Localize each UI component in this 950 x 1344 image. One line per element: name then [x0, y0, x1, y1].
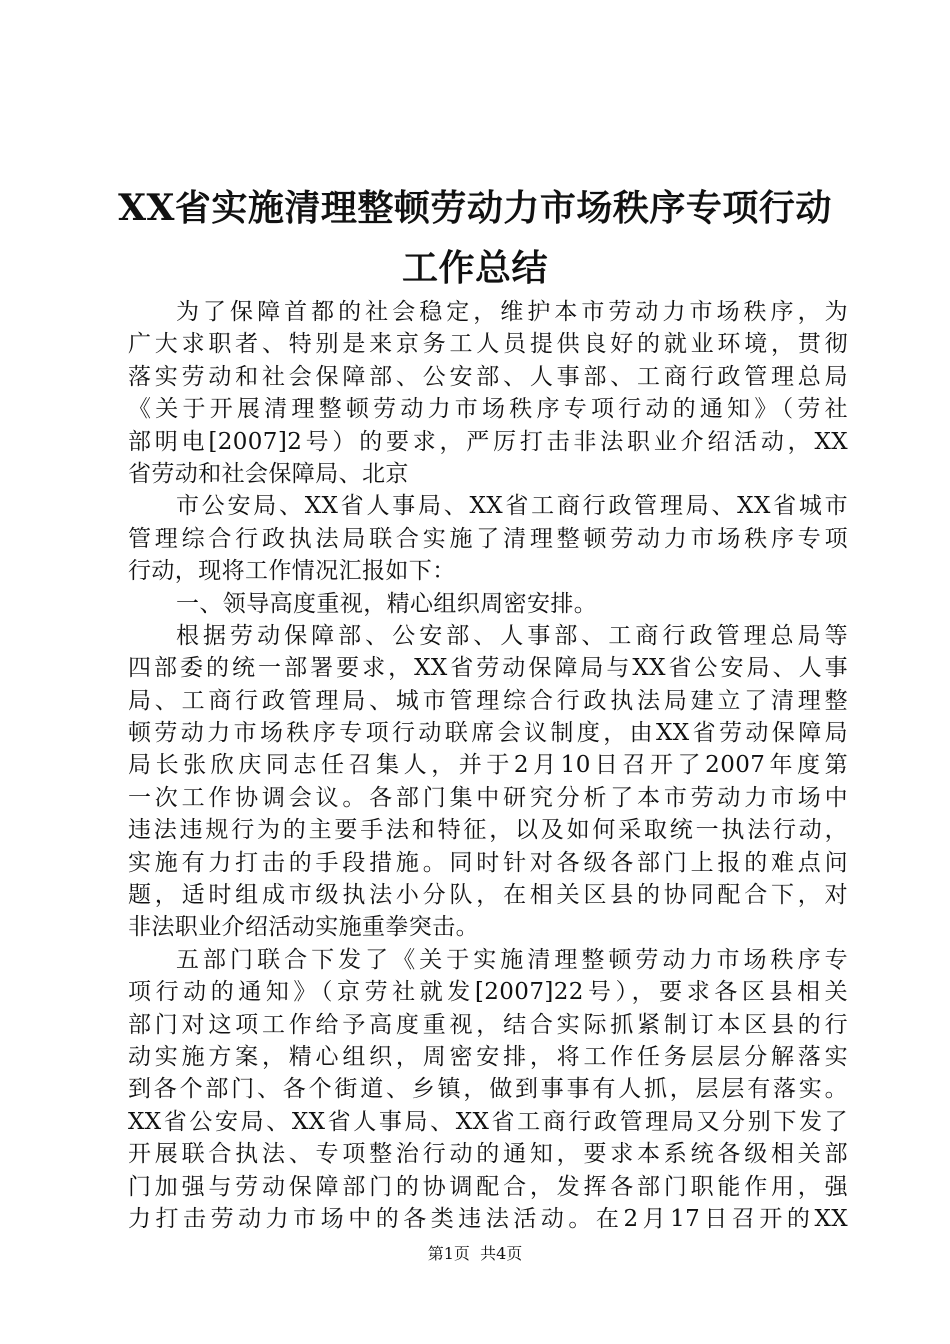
body-line: 部明电[2007]2号）的要求，严厉打击非法职业介绍活动，XX — [128, 428, 848, 455]
document-title-line-1: XX省实施清理整顿劳动力市场秩序专项行动 — [118, 187, 832, 229]
body-line: 门加强与劳动保障部门的协调配合，发挥各部门职能作用，强 — [128, 1173, 848, 1200]
body-line: 行动，现将工作情况汇报如下： — [128, 558, 456, 585]
body-line: 项行动的通知》（京劳社就发[2007]22号），要求各区县相关 — [128, 979, 848, 1006]
body-line: 广大求职者、特别是来京务工人员提供良好的就业环境，贯彻 — [128, 331, 848, 358]
page-number-footer: 第1页 共4页 — [427, 1244, 523, 1263]
body-line: 题，适时组成市级执法小分队，在相关区县的协同配合下，对 — [128, 882, 848, 909]
body-line: 到各个部门、各个街道、乡镇，做到事事有人抓，层层有落实。 — [128, 1076, 848, 1103]
document-body — [128, 296, 848, 1235]
body-line: 四部委的统一部署要求，XX省劳动保障局与XX省公安局、人事 — [128, 655, 848, 682]
body-line: 根据劳动保障部、公安部、人事部、工商行政管理总局等 — [176, 622, 848, 649]
body-line: 违法违规行为的主要手法和特征，以及如何采取统一执法行动， — [128, 817, 848, 844]
body-line: 局长张欣庆同志任召集人，并于2月10日召开了2007年度第 — [128, 752, 848, 779]
document-title-line-2: 工作总结 — [401, 247, 548, 289]
body-line: 实施有力打击的手段措施。同时针对各级各部门上报的难点问 — [128, 849, 848, 876]
body-line: 市公安局、XX省人事局、XX省工商行政管理局、XX省城市 — [176, 493, 848, 520]
body-line: 开展联合执法、专项整治行动的通知，要求本系统各级相关部 — [128, 1141, 848, 1168]
body-line: 非法职业介绍活动实施重拳突击。 — [128, 914, 479, 941]
body-line: 省劳动和社会保障局、北京 — [128, 460, 409, 487]
body-line: 一次工作协调会议。各部门集中研究分析了本市劳动力市场中 — [128, 784, 848, 811]
section-heading: 一、领导高度重视，精心组织周密安排。 — [176, 590, 598, 617]
body-line: 五部门联合下发了《关于实施清理整顿劳动力市场秩序专 — [176, 946, 848, 973]
body-line: 管理综合行政执法局联合实施了清理整顿劳动力市场秩序专项 — [128, 525, 848, 552]
body-line: 为了保障首都的社会稳定，维护本市劳动力市场秩序，为 — [176, 299, 848, 325]
body-line: 顿劳动力市场秩序专项行动联席会议制度，由XX省劳动保障局 — [128, 720, 848, 747]
body-line: 力打击劳动力市场中的各类违法活动。在2月17日召开的XX — [128, 1205, 848, 1232]
body-line: 《关于开展清理整顿劳动力市场秩序专项行动的通知》（劳社 — [128, 396, 848, 423]
body-line: 部门对这项工作给予高度重视，结合实际抓紧制订本区县的行 — [128, 1011, 848, 1038]
body-line: 落实劳动和社会保障部、公安部、人事部、工商行政管理总局 — [128, 363, 848, 390]
body-line: 局、工商行政管理局、城市管理综合行政执法局建立了清理整 — [128, 687, 848, 714]
body-line: 动实施方案，精心组织，周密安排，将工作任务层层分解落实 — [128, 1043, 848, 1070]
body-line: XX省公安局、XX省人事局、XX省工商行政管理局又分别下发了 — [128, 1108, 848, 1135]
